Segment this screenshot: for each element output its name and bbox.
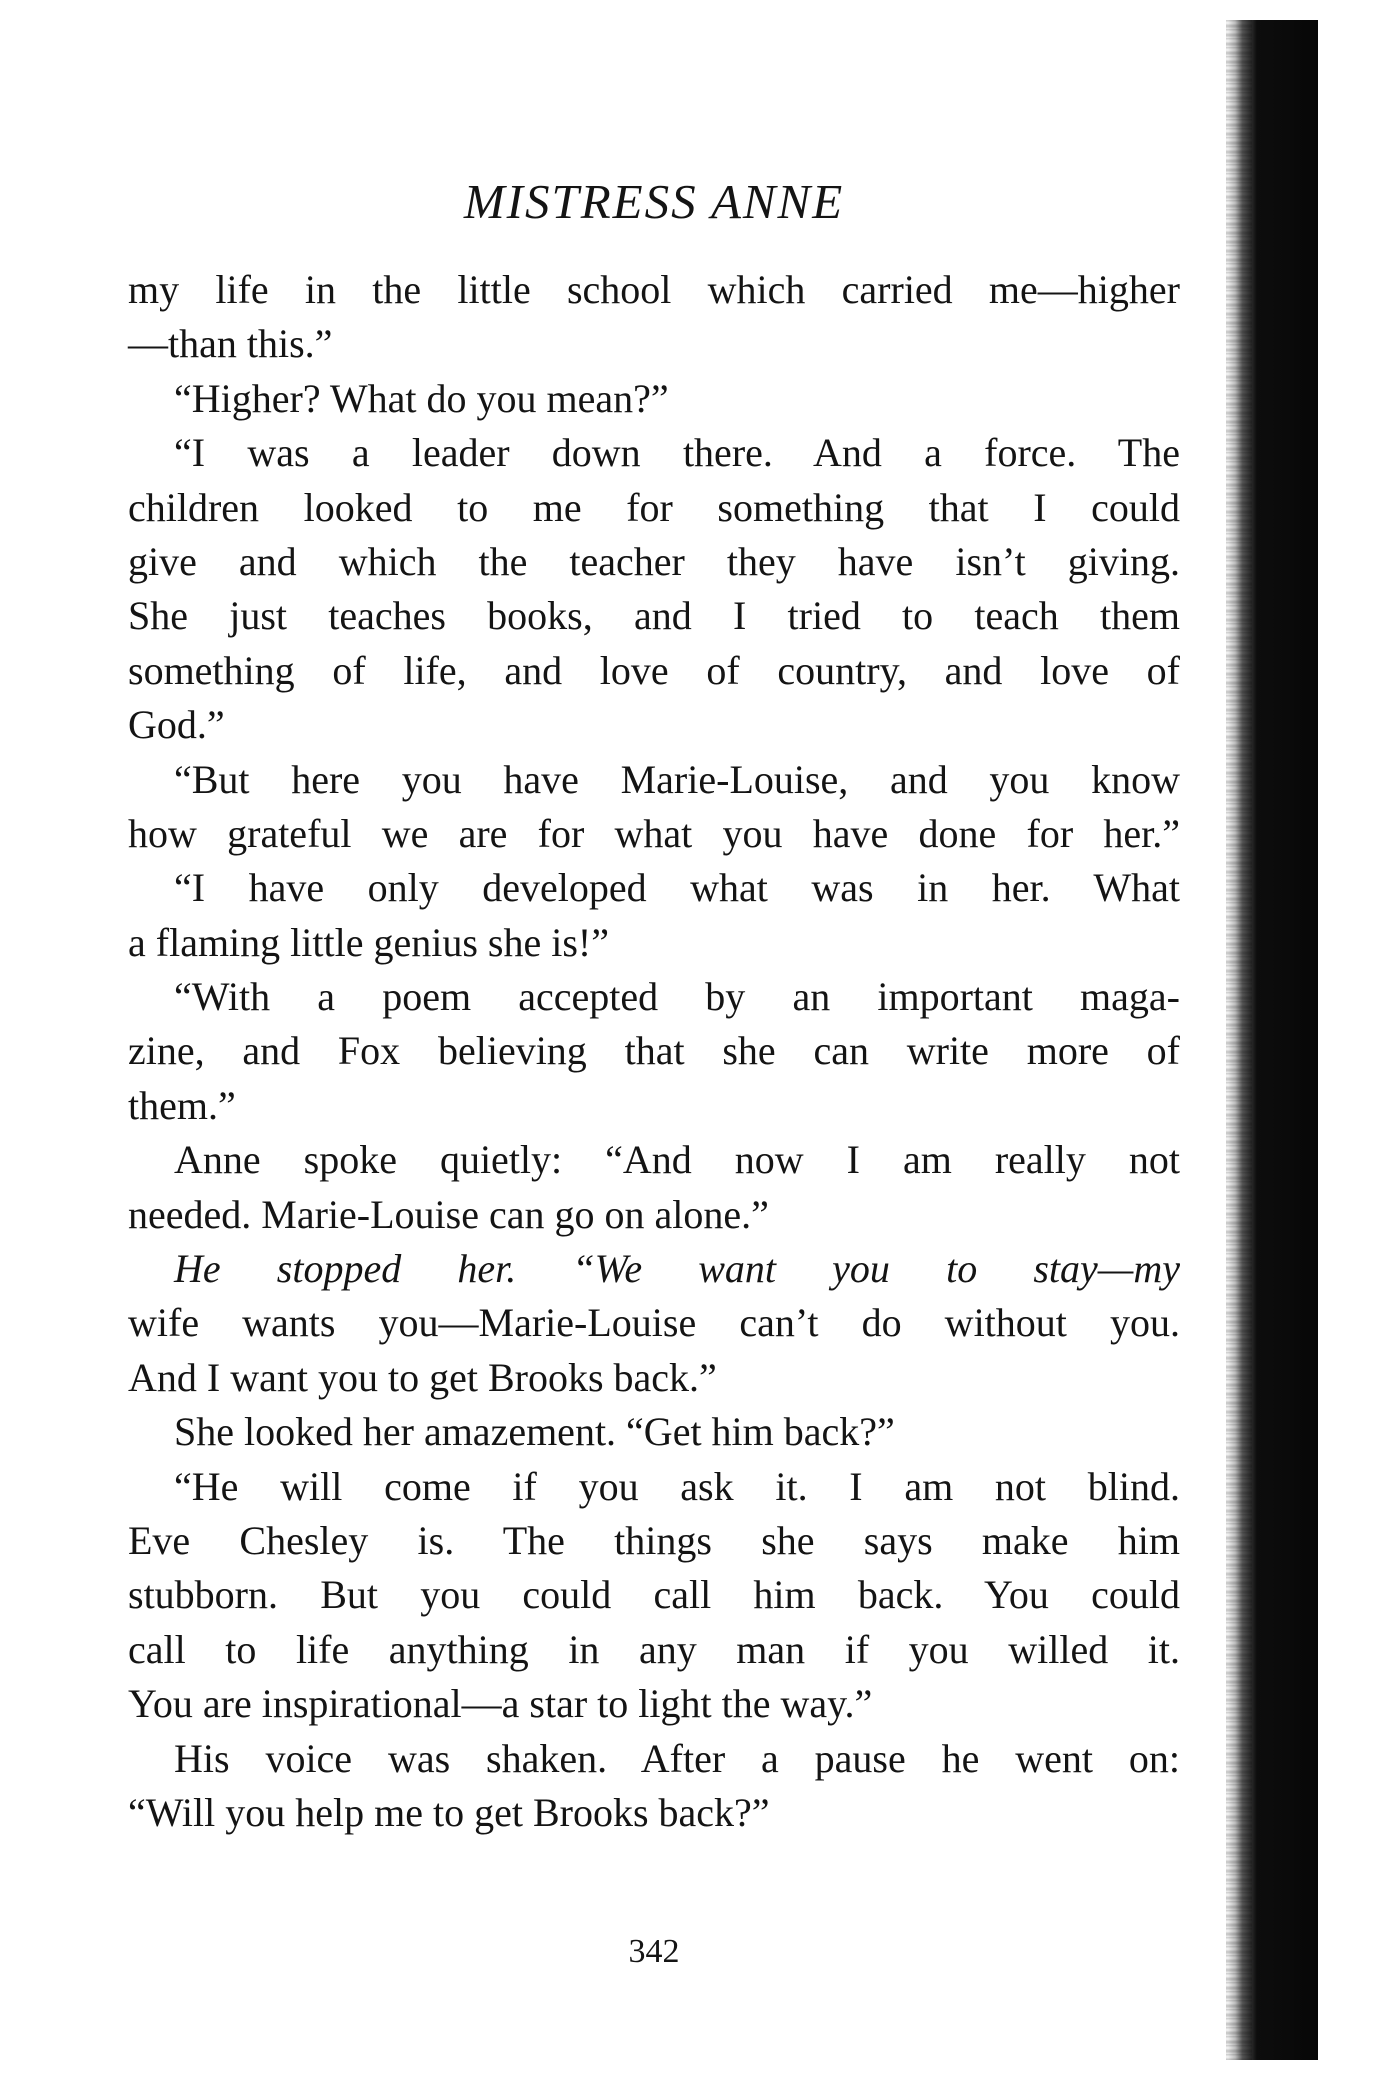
text-line: my life in the little school which carried me—higher	[128, 267, 1180, 312]
text-line: “I was a leader down there. And a force. The	[174, 430, 1180, 476]
text-line: needed. Marie-Louise can go on alone.”	[128, 1191, 769, 1237]
text-line: God.”	[128, 702, 225, 748]
text-line: a flaming little genius she is!”	[128, 919, 609, 965]
text-line: “I have only developed what was in her. What	[174, 865, 1180, 911]
text-line: He stopped her. “We want you to stay—my	[174, 1246, 1180, 1292]
text-line: zine, and Fox believing that she can write more of	[128, 1028, 1180, 1074]
page-number: 342	[628, 1933, 680, 1970]
text-line: call to life anything in any man if you willed it.	[128, 1626, 1180, 1672]
text-line: She looked her amazement. “Get him back?”	[174, 1409, 895, 1455]
text-line: “Will you help me to get Brooks back?”	[128, 1789, 770, 1835]
text-line: “He will come if you ask it. I am not blind.	[174, 1463, 1180, 1509]
body-text	[128, 263, 1180, 1840]
text-line: You are inspirational—a star to light the way.”	[128, 1681, 873, 1727]
text-line: “But here you have Marie-Louise, and you know	[174, 756, 1180, 802]
text-line: His voice was shaken. After a pause he went on:	[174, 1735, 1180, 1781]
text-line: how grateful we are for what you have done for her.”	[128, 810, 1180, 856]
text-line: wife wants you—Marie-Louise can’t do without you.	[128, 1300, 1180, 1346]
binding-speckle	[1226, 20, 1252, 2060]
text-line: —than this.”	[128, 321, 333, 367]
text-line: something of life, and love of country, and love of	[128, 647, 1180, 693]
text-line: Anne spoke quietly: “And now I am really not	[174, 1137, 1180, 1183]
text-line: give and which the teacher they have isn’t giving.	[128, 538, 1180, 584]
text-line: Eve Chesley is. The things she says make him	[128, 1517, 1180, 1563]
text-line: stubborn. But you could call him back. You could	[128, 1572, 1180, 1618]
text-line: She just teaches books, and I tried to teach them	[128, 593, 1180, 639]
text-line: And I want you to get Brooks back.”	[128, 1354, 717, 1400]
text-line: them.”	[128, 1082, 236, 1128]
text-line: children looked to me for something that I could	[128, 484, 1180, 530]
text-line: “Higher? What do you mean?”	[174, 375, 669, 421]
text-line: “With a poem accepted by an important maga-	[174, 974, 1180, 1020]
running-title: MISTRESS ANNE	[463, 174, 845, 229]
